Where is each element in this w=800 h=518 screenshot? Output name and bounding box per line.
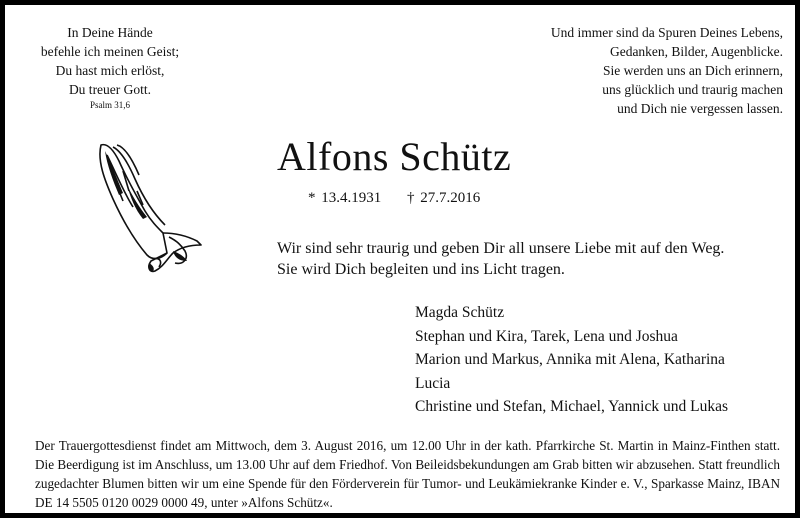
psalm-line: Du treuer Gott.: [68, 82, 152, 97]
psalm-line: Du hast mich erlöst,: [55, 63, 165, 78]
family-line: Lucia: [415, 374, 451, 392]
verse-line: Sie werden uns an Dich erinnern,: [603, 63, 783, 78]
verse-line: Gedanken, Bilder, Augenblicke.: [609, 44, 783, 59]
verse-quote: [551, 23, 783, 118]
family-line: Stephan und Kira, Tarek, Lena und Joshua: [415, 327, 678, 345]
psalm-quote: [25, 23, 195, 111]
deceased-name: Alfons Schütz: [277, 134, 512, 179]
psalm-line: In Deine Hände: [67, 25, 153, 40]
death-date: † 27.7.2016: [407, 190, 481, 206]
praying-hands-icon: [93, 141, 203, 275]
psalm-line: befehle ich meinen Geist;: [40, 44, 180, 59]
birth-date: * 13.4.1931: [308, 190, 382, 206]
message-line: Wir sind sehr traurig und geben Dir all unsere Liebe mit auf den Weg.: [277, 240, 725, 257]
family-list: [415, 301, 728, 419]
service-details: Der Trauergottesdienst findet am Mittwoch, dem 3. August 2016, um 12.00 Uhr in der kath. Pfarrkirche St. Martin in Mainz-Finthen statt. Die Beerdigung ist im Anschluss, um 13.00 Uhr auf dem Friedhof. Von Beileidsbekundungen am Grab bitten wir abzusehen. Statt freundlich zugedachter Blumen bitten wir um eine Spende für den Förderverein für Tumor- und Leukämiekranke Kinder e. V., Sparkasse Mainz, IBAN DE 14 5505 0120 0029 0000 49, unter »Alfons Schütz«.: [35, 438, 780, 510]
verse-line: und Dich nie vergessen lassen.: [617, 101, 783, 116]
verse-line: uns glücklich und traurig machen: [602, 82, 783, 97]
message-line: Sie wird Dich begleiten und ins Licht tragen.: [277, 261, 565, 278]
family-line: Christine und Stefan, Michael, Yannick und Lukas: [415, 398, 728, 415]
life-dates: [308, 190, 500, 207]
family-line: Marion und Markus, Annika mit Alena, Katharina: [415, 351, 725, 368]
farewell-message: [277, 238, 724, 280]
verse-line: Und immer sind da Spuren Deines Lebens,: [550, 25, 783, 40]
family-line: Magda Schütz: [415, 304, 505, 321]
obituary-notice: [5, 5, 795, 513]
psalm-reference: Psalm 31,6: [89, 100, 130, 110]
